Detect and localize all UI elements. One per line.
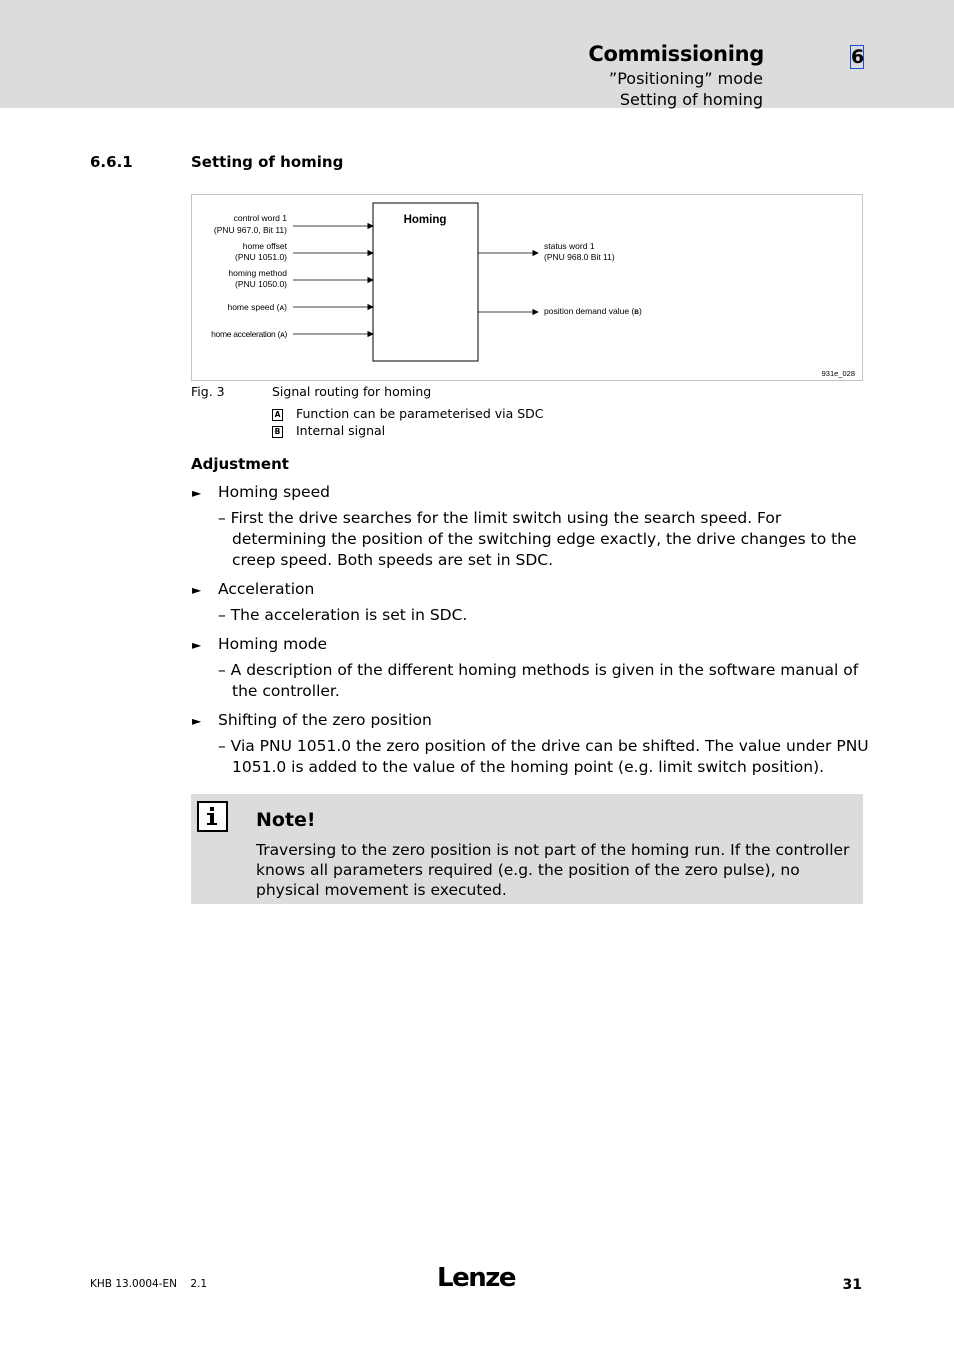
legend-marker: B xyxy=(272,426,283,438)
header-band xyxy=(0,0,954,108)
page-number: 31 xyxy=(842,1277,862,1293)
list-item-detail: – A description of the different homing methods is given in the software manual of the controller. xyxy=(218,661,859,700)
lenze-logo: Lenze xyxy=(437,1263,515,1293)
bullet-arrow-icon: ► xyxy=(192,486,202,500)
footer-version: 2.1 xyxy=(190,1278,208,1290)
bullet-arrow-icon: ► xyxy=(192,714,202,728)
input-label-homing-method: homing method xyxy=(228,268,287,278)
legend-item xyxy=(272,423,385,438)
signal-routing-diagram xyxy=(191,194,863,381)
list-item-label: Acceleration xyxy=(218,580,315,598)
list-item-label: Homing speed xyxy=(218,483,330,501)
chapter-number-badge: 6 xyxy=(851,46,865,68)
input-label-home-offset: home offset xyxy=(242,241,287,251)
input-sublabel-homing-method: (PNU 1050.0) xyxy=(235,279,287,289)
chapter-title: Commissioning xyxy=(588,42,764,66)
legend-item xyxy=(272,406,544,421)
section-title: Setting of homing xyxy=(191,153,344,171)
legend-text: Internal signal xyxy=(296,423,386,438)
section-subtitle: Setting of homing xyxy=(619,90,763,109)
section-number: 6.6.1 xyxy=(90,153,133,171)
input-sublabel-control-word: (PNU 967.0, Bit 11) xyxy=(213,225,287,235)
homing-block xyxy=(373,203,478,361)
list-item-label: Homing mode xyxy=(218,635,328,653)
figure-caption: Signal routing for homing xyxy=(272,384,432,399)
homing-block-label: Homing xyxy=(403,214,447,226)
input-sublabel-home-offset: (PNU 1051.0) xyxy=(235,252,287,262)
footer-doc-id: KHB 13.0004-EN 2.1 xyxy=(90,1278,208,1290)
legend-marker: A xyxy=(272,409,283,421)
note-text: Traversing to the zero position is not part of the homing run. If the controller knows all parameters required (e.g. the position of the zero pulse), no physical movement is executed. xyxy=(256,841,850,899)
output-label-status-word: status word 1 xyxy=(544,241,595,251)
bullet-arrow-icon: ► xyxy=(192,583,202,597)
list-item-detail: – First the drive searches for the limit switch using the search speed. For determining the position of the switching edge exactly, the drive changes to the creep speed. Both speeds are set in SDC. xyxy=(218,509,857,569)
input-label-home-speed: home speed (A) xyxy=(227,302,287,312)
list-item-label: Shifting of the zero position xyxy=(218,711,432,729)
output-sublabel-status-word: (PNU 968.0 Bit 11) xyxy=(544,252,615,262)
chapter-subtitle: ”Positioning” mode xyxy=(608,69,763,88)
figure-code: 931e_028 xyxy=(821,369,855,378)
note-box xyxy=(191,794,863,904)
note-title: Note! xyxy=(256,809,316,831)
info-icon xyxy=(197,801,228,832)
list-item xyxy=(192,580,314,598)
figure-number: Fig. 3 xyxy=(191,384,225,399)
list-item xyxy=(192,711,432,729)
output-label-position-demand: position demand value (B) xyxy=(544,306,642,316)
list-item-detail: – Via PNU 1051.0 the zero position of the drive can be shifted. The value under PNU 1051.0 is added to the value of the homing point (e.g. limit switch position). xyxy=(218,737,869,776)
list-item-detail: – The acceleration is set in SDC. xyxy=(218,606,468,624)
list-item xyxy=(192,483,330,501)
list-item xyxy=(192,635,327,653)
legend-text: Function can be parameterised via SDC xyxy=(296,406,544,421)
input-label-control-word: control word 1 xyxy=(233,213,287,223)
input-label-home-acceleration: home acceleration (A) xyxy=(211,329,287,339)
bullet-arrow-icon: ► xyxy=(192,638,202,652)
adjustment-heading: Adjustment xyxy=(191,455,289,473)
